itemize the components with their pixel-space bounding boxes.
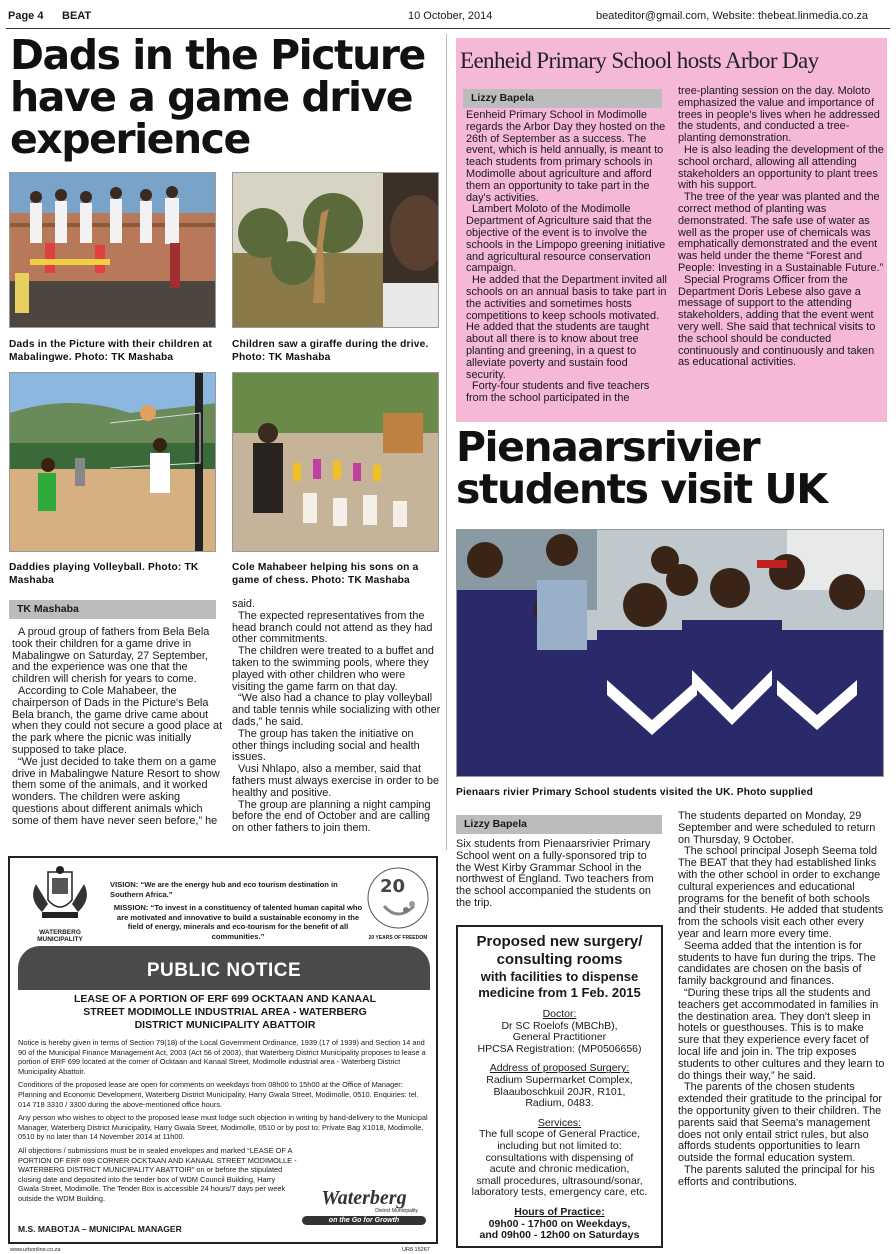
caption-uk-students: Pienaars rivier Primary School students visited the UK. Photo supplied [456,787,814,798]
notice-signature: M.S. MABOTJA – MUNICIPAL MANAGER [18,1224,182,1234]
doctor-label: Doctor: [542,1008,577,1020]
freedom-badge-text: 20 YEARS OF FREEDOM [368,935,428,941]
paragraph: A proud group of fathers from Bela Bela took their children for a game drive in Mabalingwe on Saturday, 27 September, and the experience was one that the children will cherish for years to come. [12,626,210,686]
vision-text: “We are the energy hub and eco tourism destination in Southern Africa.” [110,880,338,899]
hours-section [458,1207,661,1242]
caption-chess: Cole Mahabeer helping his sons on a game of chess. Photo: TK Mashaba [232,562,419,586]
surgery-subtitle: medicine from 1 Feb. 2015 [478,985,641,1000]
dads-column-2 [232,599,441,835]
hours-line: 09h00 - 17h00 on Weekdays, [488,1217,631,1230]
paragraph: The group has taken the initiative on other things including social and health issues. [232,727,420,764]
dads-byline: TK Mashaba [9,600,216,619]
paragraph: The parents of the chosen students extended their gratitude to the principal for the opportunity given to their children. The parents said that Seema's management does not only entail strict rules, but also affords students opportunities to learn outside the formal education system. [678,1081,883,1165]
header-rule [6,28,890,29]
address-line: Radium Supermarket Complex, [486,1073,633,1086]
notice-paragraph: All objections / submissions must be in sealed envelopes and marked “LEASE OF A PORTION OF ERF 699 CORNER OCKTAAN AND KANAAL STREET MODIMOLLE - WATERBERG DISTRICT MUNICIPALITY ABATTOIR” on or before the stipulated closing date and deposited into the tender box of WDM Council Building, Harry Gwala Street, Modimolle. The Tender Box is accessible 24 hours/7 days per week outside the WDM Building. [18,1145,297,1203]
paragraph: said. [232,598,256,610]
paragraph: The expected representatives from the head branch could not attend as they had other commitments. [232,609,433,646]
paragraph: The children were treated to a buffet and taken to the swimming pools, where they played with other children who were visiting the game farm on that day. [232,645,434,693]
paragraph: “We also had a chance to play volleyball and table tennis while socializing with other dads,” he said. [232,692,441,728]
public-notice [8,856,438,1253]
surgery-title: consulting rooms [496,951,623,968]
paragraph: “We just decided to take them on a game drive in Mabalingwe Nature Resort to show them some of the animals, and it worked wonders. The children were asking questions about different animals which some of them have never seen before,” he [12,755,220,827]
vision-label: VISION: [110,880,139,889]
address-line: Blaauboschkuil 20JR, R101, [493,1085,626,1098]
photo-giraffe [232,172,439,328]
photo-chess [232,372,439,552]
paragraph: The tree of the year was planted and the correct method of planting was demonstrated. The safe use of water as well as the proper use of chemicals was emphatically demonstrated and the event was held under the theme “Forest and People: Investing in a Sustainable Future.” [678,191,884,274]
dads-column-1 [12,627,226,828]
services-line: consultations with dispensing of [485,1151,634,1164]
hours-line: and 09h00 - 12h00 on Saturdays [479,1229,640,1242]
paragraph: He added that the Department invited all schools on an annual basis to take part in the activities and sometimes hosts competitions to keep schools motivated. He added that the students are taught about all there is to know about tree planting and greening, in a quest to alleviate poverty and sustain food security. [466,274,667,381]
paragraph: tree-planting session on the day. Moloto emphasized the value and importance of trees in people's lives when he addressed the students, and conducted a tree-planting demonstration. [678,85,880,145]
logo-slogan: on the Go for Growth [302,1216,426,1225]
uk-column-2 [678,811,886,1189]
freedom-badge [366,866,430,942]
address-section [458,1063,661,1109]
notice-footer-url: www.urbonline.co.za [10,1247,61,1253]
notice-body [18,1038,432,1204]
dads-headline: Dads in the Picture have a game drive experience [10,31,425,163]
services-line: small procedures, ultrasound/sonar, [476,1174,643,1187]
paragraph: Seema added that the intention is for students to have fun during the trips. The candidates are chosen on the basis of family background and finances. [678,939,876,988]
services-label: Services: [537,1116,582,1129]
mission-label: MISSION: [113,903,149,912]
mission-text: “To invest in a constituency of talented human capital who are motivated and innovative to build a sustainable economy in the field of energy, minerals and eco-tourism for the benefit of all communities.” [116,903,363,941]
doctor-line: General Practitioner [512,1031,607,1044]
publication-title: BEAT [62,10,92,22]
arbor-headline: Eenheid Primary School hosts Arbor Day [460,48,819,73]
surgery-title: Proposed new surgery/ [476,933,643,950]
services-line: acute and chronic medication, [489,1163,630,1176]
hours-label: Hours of Practice: [514,1205,605,1218]
paragraph: According to Cole Mahabeer, the chairperson of Dads in the Picture's Bela Bela branch, the game drive came about when they could not secure a good place at the park where the picnic was initially supposed to take place. [12,684,223,756]
caption-volleyball: Daddies playing Volleyball. Photo: TK Mashaba [9,562,199,586]
paragraph: Six students from Pienaarsrivier Primary School went on a fully-sponsored trip to the West Kirby Grammar School in the northwest of England. Two teachers from the school accompanied the students on the trip. [456,838,654,909]
arbor-column-2 [678,86,884,369]
address-line: Radium, 0483. [525,1097,594,1110]
notice-title: PUBLIC NOTICE [146,960,302,981]
notice-paragraph: Conditions of the proposed lease are open for comments on weekdays from 08h00 to 15h00 at the Office of Manager: Planning and Economic Development, Waterberg District Municipality, Harry Gwala Street, Modimolle, 0510. Enquiries: tel. 014 718 3310 / 3300 during the above-mentioned office hours. [18,1080,419,1109]
paragraph: “During these trips all the students and teachers get accommodated in families in the destination area. They don't sleep in hotels or guesthouses. This is to make sure that they experience every facet of local life and join in. The trip exposes students to other cultures and they learn to do things their way,” he said. [678,986,885,1082]
doctor-line: Dr SC Roelofs (MBChB), [501,1019,618,1032]
municipality-crest [18,864,102,943]
paragraph: Special Programs Officer from the Department Doris Lebese also gave a message of support to the attending stakeholders, adding that the event went very well. She said that technical visits to the school should be conducted continuously and continuously and taken as educational activities. [678,273,876,369]
notice-footer-ref: UR8 15267 [402,1247,430,1253]
notice-paragraph: Any person who wishes to object to the proposed lease must lodge such objection in writing by hand-delivery to the Municipal Manager, Waterberg District Municipality, Harry Gwala Street, Modimolle, 0510 or by post to: Private Bag X1018, Modimolle, 0510 by no later than 14 November 2014 at 11h00. [18,1113,428,1142]
paragraph: Forty-four students and five teachers from the school participated in the [466,380,650,405]
paragraph: Vusi Nhlapo, also a member, said that fathers must always exercise in order to be healthy and positive. [232,763,440,799]
services-line: The full scope of General Practice, [478,1128,641,1141]
photo-uk-students [456,529,884,777]
notice-paragraph: Notice is hereby given in terms of Section 79(18) of the Local Government Ordinance, 1939 (17 of 1939) and Section 14 and 90 of the Municipal Finance Management Act, 2003 (Act 56 of 2003), that Waterberg District Municipality proposes to lease a portion of ERF 699 located at the corner of Ocktaan and Kanaal Street, Modimolle industrial area - Waterberg District Municipality Abattoir. [18,1038,426,1076]
surgery-advert [456,925,663,1248]
services-line: including but not limited to: [497,1139,622,1152]
paragraph: He is also leading the development of the school orchard, allowing all attending stakeholders an opportunity to plant trees with his support. [678,143,884,192]
paragraph: The parents saluted the principal for his efforts and contributions. [678,1163,875,1188]
svg-text:20: 20 [380,876,406,897]
uk-byline: Lizzy Bapela [456,815,662,834]
doctor-line: HPCSA Registration: (MP0506656) [477,1042,642,1055]
caption-giraffe: Children saw a giraffe during the drive. Photo: TK Mashaba [232,339,429,363]
uk-column-1 [456,839,662,910]
uk-headline: Pienaarsrivier students visit UK [456,423,827,513]
arbor-column-1 [466,110,669,405]
doctor-section [458,1009,661,1055]
notice-subtitle: LEASE OF A PORTION OF ERF 699 OCKTAAN AND KANAAL STREET MODIMOLLE INDUSTRIAL AREA - WATERBERG DISTRICT MUNICIPALITY ABATTOIR [74,993,376,1031]
paragraph: Lambert Moloto of the Modimolle Department of Agriculture said that the objective of the event is to involve the schools in the Limpopo greening initiative and agricultural resource conservation campaign. [466,203,666,275]
arbor-byline: Lizzy Bapela [463,89,662,108]
address-label: Address of proposed Surgery: [489,1062,630,1075]
logo-wordmark: Waterberg [321,1187,407,1209]
paragraph: The school principal Joseph Seema told The BEAT that they had established links with the other school in order to exchange cultural experiences and educational programs for the benefit of both schools and their students. He added that students from the schools visit each other every year and learn more every time. [678,845,884,940]
logo-subtitle: District Municipality [375,1208,418,1214]
issue-date: 10 October, 2014 [408,10,493,22]
page-header [0,0,896,28]
caption-dads-group: Dads in the Picture with their children at Mabalingwe. Photo: TK Mashaba [9,339,213,363]
paragraph: Eenheid Primary School in Modimolle regards the Arbor Day they hosted on the 26th of September as a success. The event, which is held annually, is meant to teach students from primary schools in Modimolle about agriculture and afford them an opportunity to take part in the day's activities. [466,109,666,204]
contact-info[interactable]: beateditor@gmail.com, Website: thebeat.linmedia.co.za [596,10,869,22]
municipality-name: WATERBERG MUNICIPALITY [37,929,83,943]
photo-volleyball [9,372,216,552]
photo-dads-group [9,172,216,328]
page-number: Page 4 [8,10,44,22]
services-line: laboratory tests, emergency care, etc. [471,1186,648,1199]
services-section [458,1118,661,1199]
paragraph: The students departed on Monday, 29 September and were scheduled to return on Thursday, 9 October. [678,810,876,846]
vision-mission [110,880,366,941]
surgery-subtitle: with facilities to dispense [480,969,639,984]
waterberg-logo [302,1188,426,1232]
paragraph: The group are planning a night camping before the end of October and are calling on other fathers to join them. [232,798,431,835]
